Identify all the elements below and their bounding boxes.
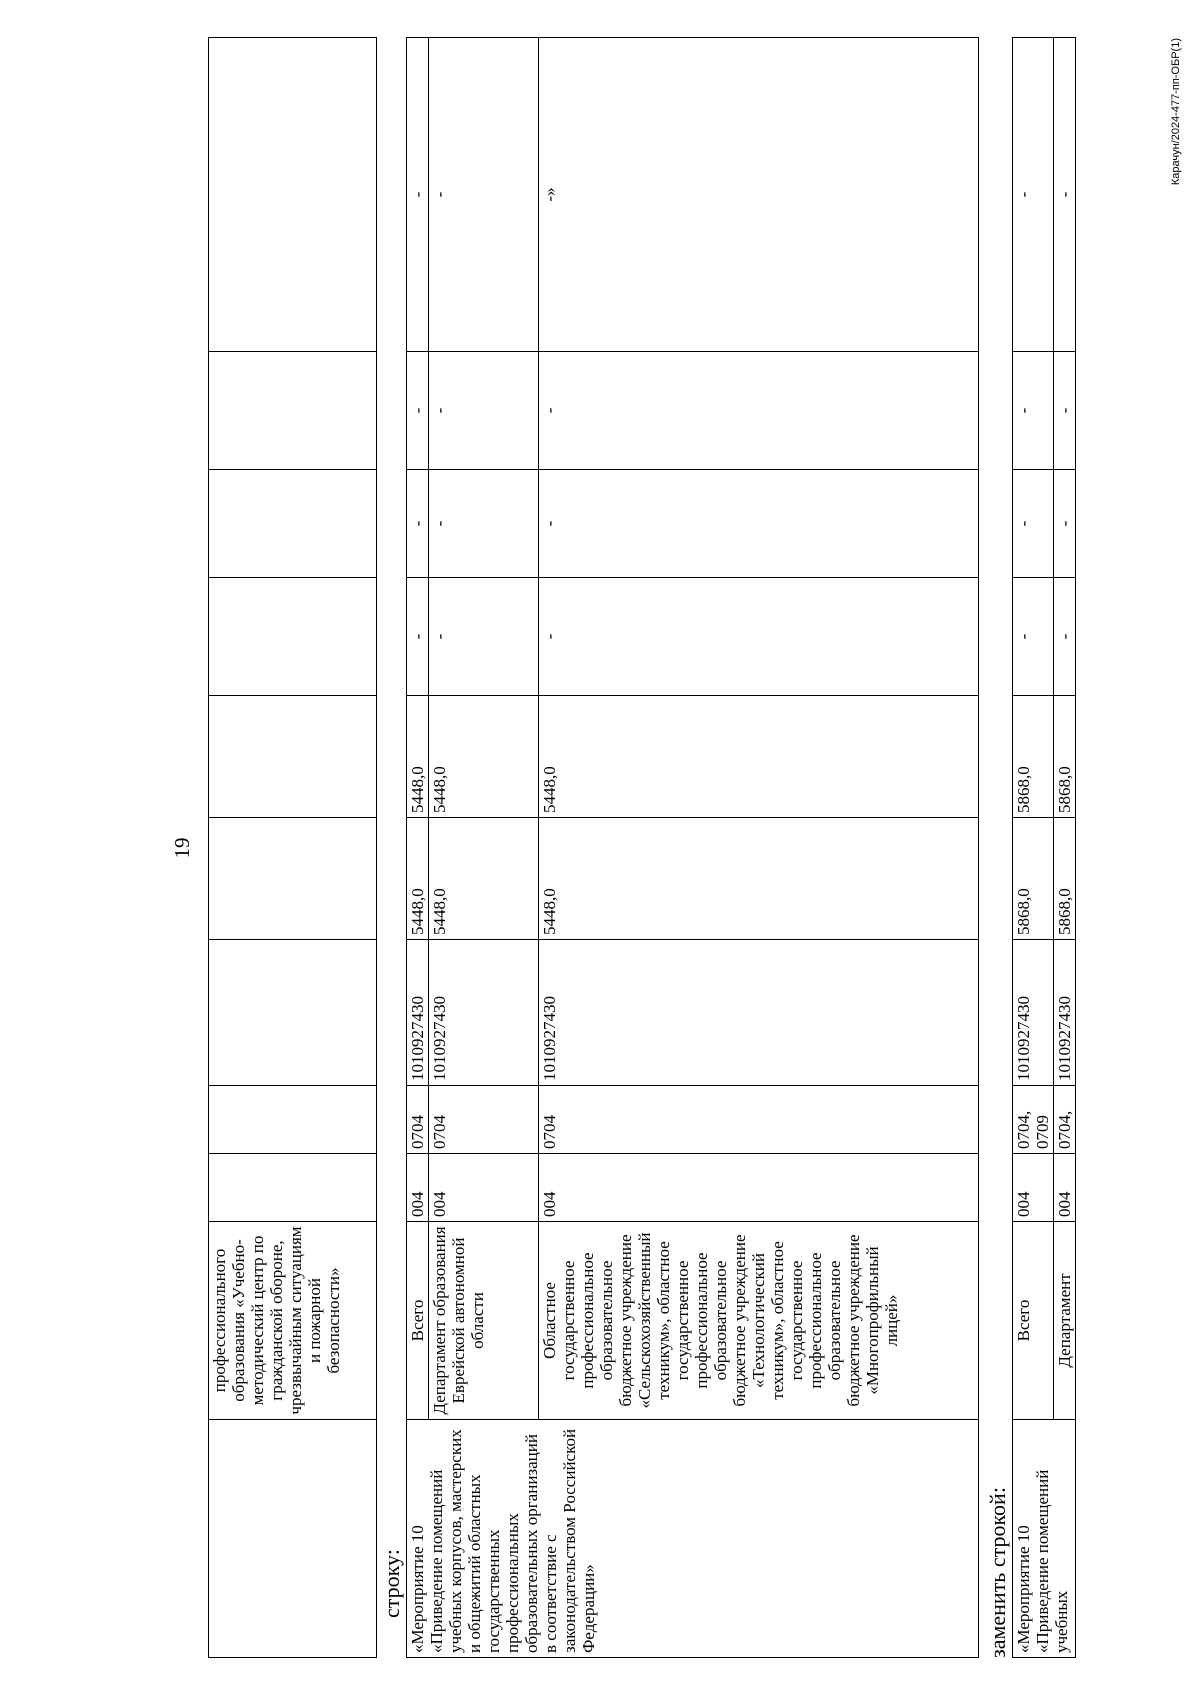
grbs-cell: 004 [539,1154,979,1222]
csr-cell: 1010927430 [1013,940,1054,1086]
rotated-page [170,38,1190,1658]
value-cell: - [429,38,539,352]
value-cell: - [1013,352,1054,470]
value-cell: - [539,470,979,578]
event-text: «Приведение помещений учебных [1033,1469,1071,1653]
value-cell: -» [539,38,979,352]
rzpr-cell: 0704, 0709 [1013,1086,1054,1154]
value-cell: - [1054,578,1076,696]
value-cell: - [429,578,539,696]
event-text: «Приведение помещений учебных корпусов, мастерских и общежитий областных государственных профессиональных образовательных организаций в соответствие с законодательством Российской Федерации» [427,1428,598,1653]
table-new-row [1012,37,1076,1658]
grbs-cell: 004 [1013,1154,1054,1222]
rzpr-cell: 0704, [1054,1086,1076,1154]
csr-cell: 1010927430 [539,940,979,1086]
value-cell: 5868,0 [1054,696,1076,818]
empty-cell [209,1420,377,1658]
rzpr-cell: 0704 [539,1086,979,1154]
value-cell: - [407,578,429,696]
value-cell: - [1054,38,1076,352]
value-cell: - [429,470,539,578]
value-cell: - [1013,470,1054,578]
value-cell: - [539,578,979,696]
value-cell: - [1054,352,1076,470]
csr-cell: 1010927430 [429,940,539,1086]
value-cell: - [407,352,429,470]
value-cell: 5868,0 [1054,818,1076,940]
page-number: 19 [170,837,194,859]
value-cell: 5448,0 [429,696,539,818]
value-cell: 5868,0 [1013,696,1054,818]
event-cell [1013,1420,1076,1658]
rzpr-cell: 0704 [429,1086,539,1154]
rzpr-cell: 0704 [407,1086,429,1154]
executor-cell: Департамент [1054,1222,1076,1420]
executor-cell: Департамент образования Еврейской автономной области [429,1222,539,1420]
value-cell: - [539,352,979,470]
value-cell: - [429,352,539,470]
value-cell: - [1054,470,1076,578]
value-cell: 5448,0 [539,696,979,818]
event-cell [407,1420,979,1658]
table-old-row [406,37,979,1658]
event-title: «Мероприятие 10 [1014,1525,1033,1653]
executor-cell: Всего [407,1222,429,1420]
table-fragment-top [208,37,377,1658]
footer-code: Карачун/2024-477-пп-ОБР(1) [1170,38,1182,186]
value-cell: 5448,0 [407,818,429,940]
grbs-cell: 004 [407,1154,429,1222]
csr-cell: 1010927430 [407,940,429,1086]
value-cell: 5868,0 [1013,818,1054,940]
value-cell: - [1013,38,1054,352]
value-cell: 5448,0 [539,818,979,940]
caption-replace: заменить строкой: [985,1487,1010,1658]
csr-cell: 1010927430 [1054,940,1076,1086]
caption-row: строку: [379,1549,404,1618]
value-cell: 5448,0 [429,818,539,940]
value-cell: - [407,38,429,352]
executor-cell: Всего [1013,1222,1054,1420]
event-title: «Мероприятие 10 [408,1525,427,1653]
value-cell: - [1013,578,1054,696]
grbs-cell: 004 [1054,1154,1076,1222]
value-cell: - [407,470,429,578]
executor-cell: профессионального образования «Учебно-методический центр по гражданской обороне, чрезвычайным ситуациям и пожарной безопасности» [209,1222,377,1420]
executor-cell: Областное государственное профессиональное образовательное бюджетное учреждение «Сельскохозяйственный техникум», областное государственное профессиональное образовательное бюджетное учреждение «Технологический техникум», областное государственное профессиональное образовательное бюджетное учреждение «Многопрофильный лицей» [539,1222,979,1420]
value-cell: 5448,0 [407,696,429,818]
grbs-cell: 004 [429,1154,539,1222]
